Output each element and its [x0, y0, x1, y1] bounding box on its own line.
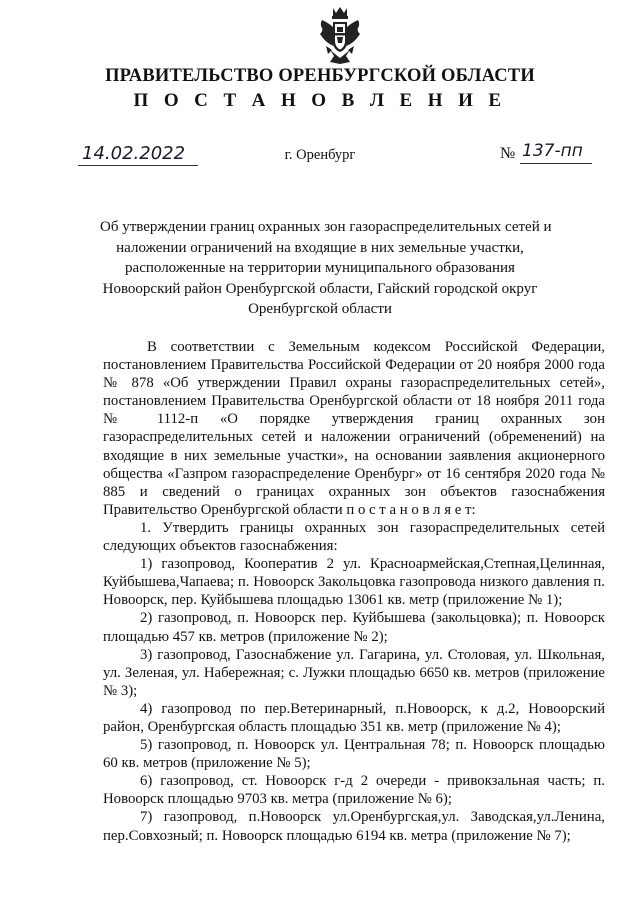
number-underline [520, 163, 592, 164]
subject-line: Оренбургской области [248, 301, 392, 317]
list-item: 7) газопровод, п.Новоорск ул.Оренбургская,ул. Заводская,ул.Ленина, пер.Совхозный; п. Новоорск площадью 6194 кв. метра (приложение № 7); [103, 809, 605, 844]
subject-line: Об утверждении границ охранных зон газораспределительных сетей и [100, 219, 552, 235]
list-item: 3) газопровод, Газоснабжение ул. Гагарина, ул. Столовая, ул. Школьная, ул. Зеленая, ул. Набережная; с. Лужки площадью 6650 кв. метров (приложение № 3); [103, 646, 605, 699]
date-underline [78, 165, 198, 166]
document-body [103, 338, 605, 845]
subject-line: расположенные на территории муниципального образования [125, 260, 515, 276]
number-label: № [500, 145, 516, 162]
orenburg-coat-of-arms-icon [316, 6, 364, 66]
document-type-title: П О С Т А Н О В Л Е Н И Е [133, 90, 507, 111]
list-item: 5) газопровод, п. Новоорск ул. Центральная 78; п. Новоорск площадью 60 кв. метров (приложение № 5); [103, 737, 605, 772]
document-number: 137-пп [522, 141, 583, 161]
list-item: 6) газопровод, ст. Новоорск г-д 2 очереди - привокзальная часть; п. Новоорск площадью 9703 кв. метра (приложение № 6); [103, 773, 605, 808]
document-city: г. Оренбург [284, 147, 356, 163]
list-item: 4) газопровод по пер.Ветеринарный, п.Новоорск, к д.2, Новоорский район, Оренбургская область площадью 351 кв. метр (приложение № 4); [103, 700, 605, 735]
point-1-paragraph: 1. Утвердить границы охранных зон газораспределительных сетей следующих объектов газоснабжения: [103, 519, 605, 555]
list-item: 2) газопровод, п. Новоорск пер. Куйбышева (закольцовка); п. Новоорск площадью 457 кв. метров (приложение № 2); [103, 610, 605, 645]
document-subject [100, 217, 552, 320]
subject-line: наложении ограничений на входящие в них земельные участки, [116, 239, 524, 256]
list-item: 1) газопровод, Кооператив 2 ул. Красноармейская,Степная,Целинная, Куйбышева,Чапаева; п. Новоорск Закольцовка газопровода низкого давления п. Новоорск, пер. Куйбышева площадью 13061 кв. метр (приложение № 1); [103, 556, 605, 609]
government-title: ПРАВИТЕЛЬСТВО ОРЕНБУРГСКОЙ ОБЛАСТИ [105, 66, 535, 86]
document-date: 14.02.2022 [82, 143, 186, 164]
preamble-paragraph: В соответствии с Земельным кодексом Российской Федерации, постановлением Правительства Российской Федерации от 20 ноября 2000 года № 878 «Об утверждении Правил охраны газораспределительных сетей», постановлением Правительства Оренбургской области от 18 ноября 2011 года № 1112-п «О порядке утверждения границ охранных зон газораспределительных сетей и наложении ограничений (обременений) на входящие в них земельные участки», на основании заявления акционерного общества «Газпром газораспределение Оренбург» от 16 сентября 2020 года № 885 и сведений о границах охранных зон объектов газоснабжения Правительство Оренбургской области п о с т а н о в л я е т: [103, 339, 605, 518]
subject-line: Новоорский район Оренбургской области, Гайский городской округ [102, 280, 538, 297]
